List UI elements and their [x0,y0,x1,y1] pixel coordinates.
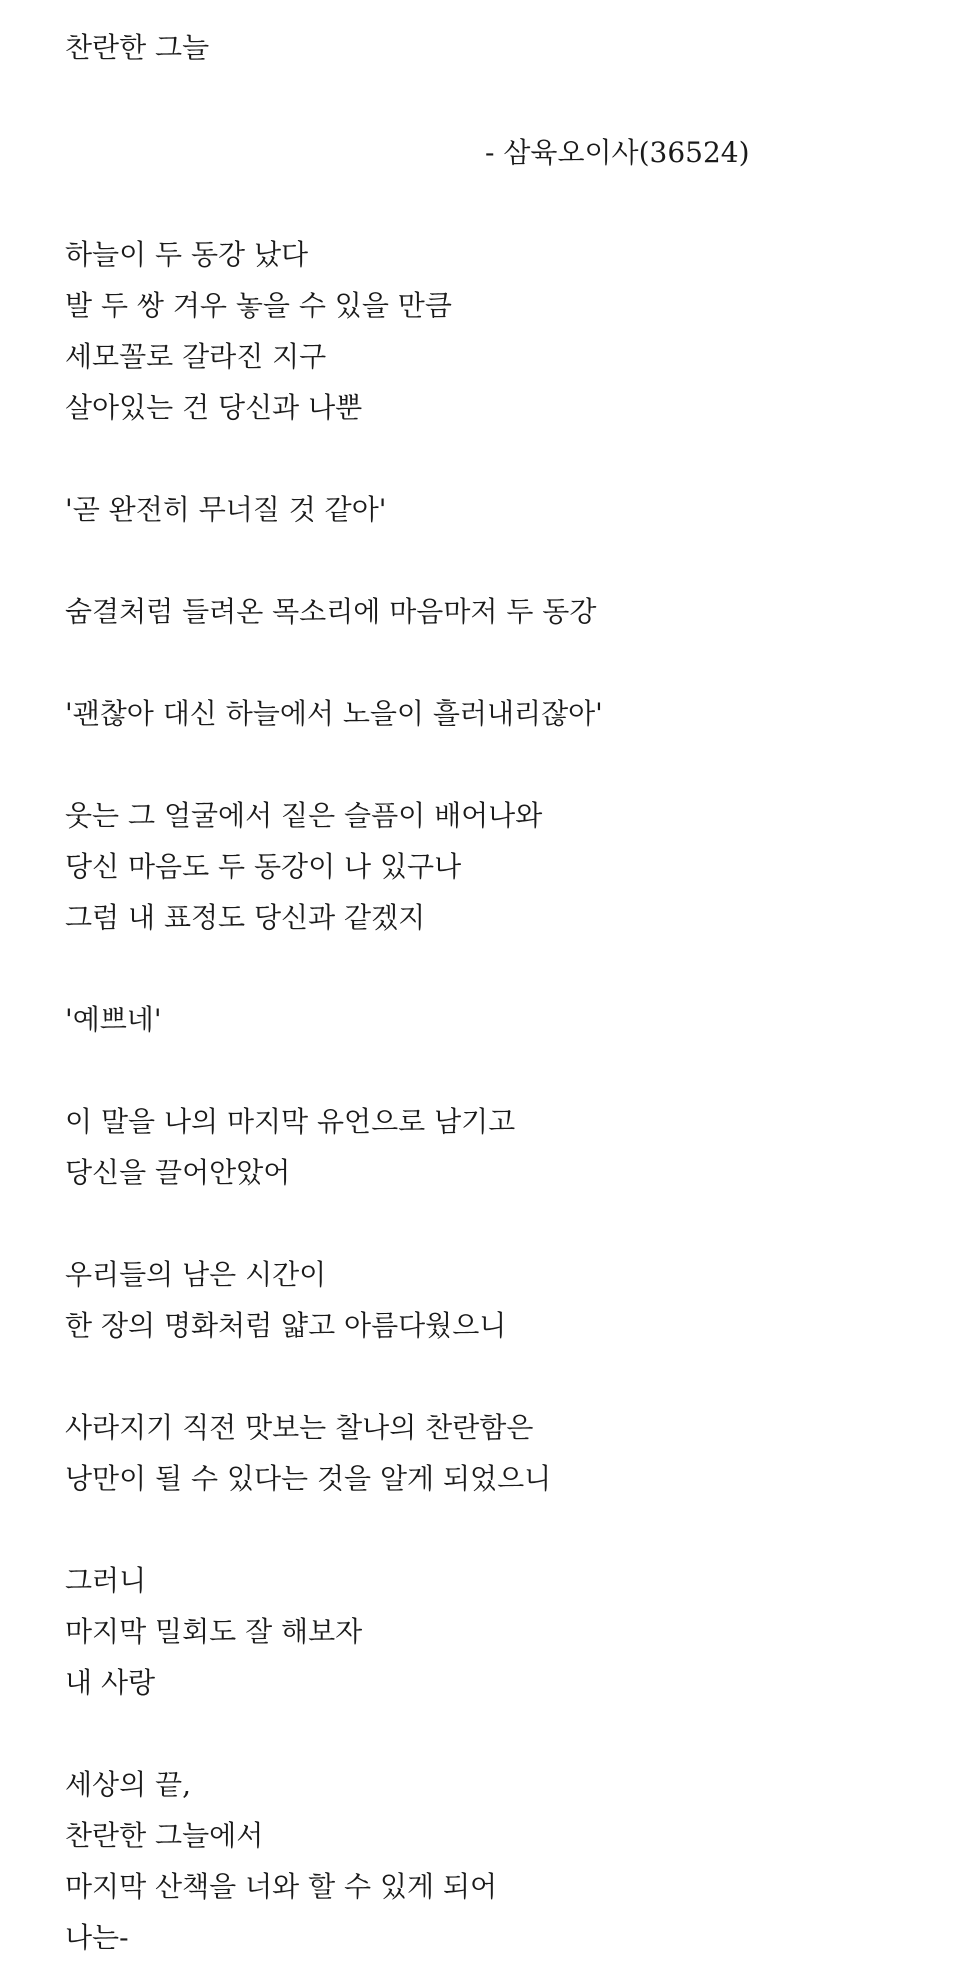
stanza [65,1759,925,1963]
poem-line: 우리들의 남은 시간이 [65,1258,327,1291]
poem-line: 마지막 밀회도 잘 해보자 [65,1615,363,1648]
stanza-gap [65,1045,925,1096]
poem-line: 세상의 끝, [65,1768,191,1801]
poem-line: 웃는 그 얼굴에서 짙은 슬픔이 배어나와 [65,799,543,832]
stanza-gap [65,1198,925,1249]
poem-line: '곧 완전히 무너질 것 같아' [65,493,387,526]
poem-author: - 삼육오이사(36524) [485,136,750,169]
stanza [65,229,925,433]
stanza-gap [65,433,925,484]
stanza [65,790,925,943]
stanza [65,688,925,739]
poem-line: 하늘이 두 동강 났다 [65,238,309,271]
poem-line: 숨결처럼 들려온 목소리에 마음마저 두 동강 [65,595,597,628]
poem-line: 세모꼴로 갈라진 지구 [65,340,327,373]
stanza [65,586,925,637]
poem-line: 살아있는 건 당신과 나뿐 [65,391,363,424]
stanza [65,1402,925,1504]
stanza [65,484,925,535]
poem-line: 한 장의 명화처럼 얇고 아름다웠으니 [65,1309,507,1342]
poem-line: 이 말을 나의 마지막 유언으로 남기고 [65,1105,516,1138]
poem-line: 그러니 [65,1564,147,1597]
stanza-gap [65,535,925,586]
poem-title: 찬란한 그늘 [65,31,210,64]
stanza-gap [65,739,925,790]
poem-body [65,229,925,1963]
stanza [65,1096,925,1198]
poem-line: '괜찮아 대신 하늘에서 노을이 흘러내리잖아' [65,697,603,730]
poem-line: 발 두 쌍 겨우 놓을 수 있을 만큼 [65,289,452,322]
stanza [65,1249,925,1351]
poem-line: 낭만이 될 수 있다는 것을 알게 되었으니 [65,1462,552,1495]
stanza-gap [65,943,925,994]
poem-line: 당신을 끌어안았어 [65,1156,291,1189]
poem-line: 나는- [65,1921,129,1954]
stanza-gap [65,1504,925,1555]
stanza [65,994,925,1045]
poem-line: 찬란한 그늘에서 [65,1819,264,1852]
poem-line: 사라지기 직전 맛보는 찰나의 찬란함은 [65,1411,534,1444]
poem-line: 그럼 내 표정도 당신과 같겠지 [65,901,426,934]
stanza [65,1555,925,1708]
poem-line: '예쁘네' [65,1003,162,1036]
stanza-gap [65,1708,925,1759]
poem-line: 내 사랑 [65,1666,156,1699]
stanza-gap [65,637,925,688]
poem-line: 마지막 산책을 너와 할 수 있게 되어 [65,1870,498,1903]
poem [65,22,915,73]
stanza-gap [65,1351,925,1402]
poem-line: 당신 마음도 두 동강이 나 있구나 [65,850,462,883]
